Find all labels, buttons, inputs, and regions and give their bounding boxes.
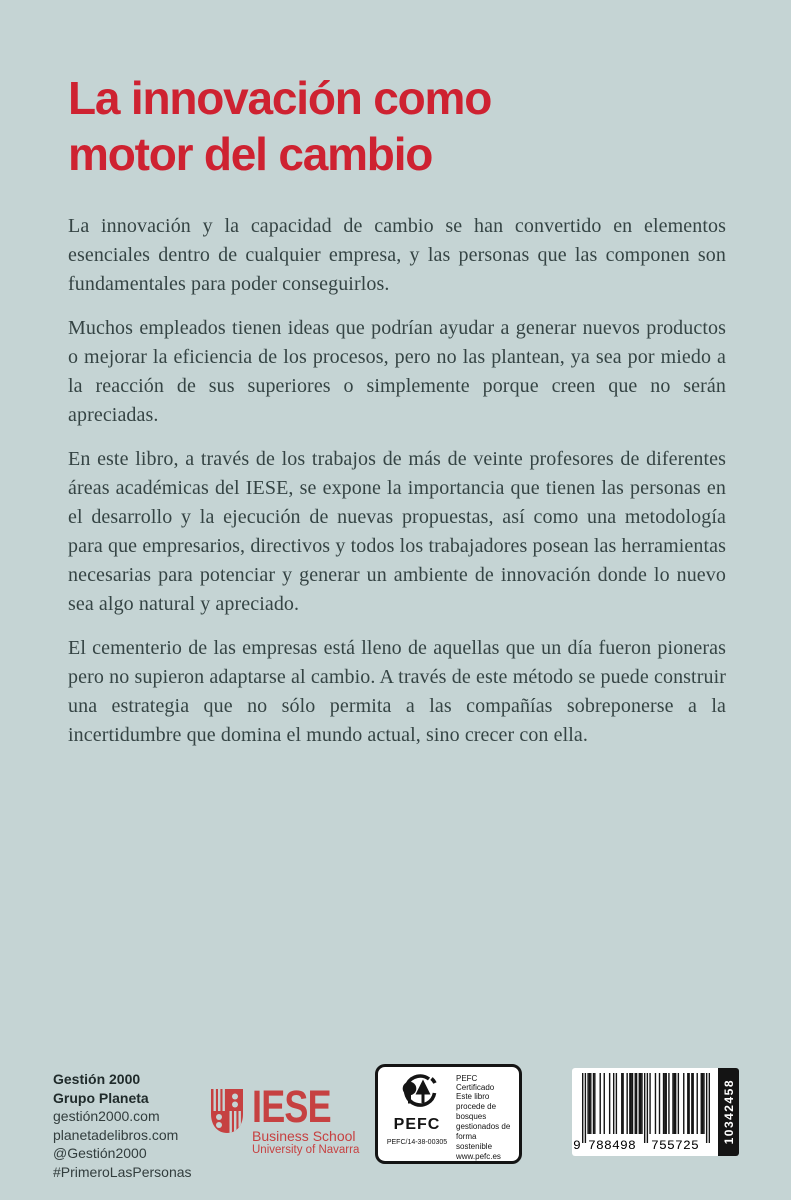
publisher-hashtag: #PrimeroLasPersonas (53, 1163, 192, 1180)
isbn-first-digit: 9 (573, 1138, 581, 1153)
iese-subtitle-2: University of Navarra (252, 1144, 360, 1156)
isbn-digits (572, 1138, 718, 1153)
pefc-cert-code: PEFC/14-38-00305 (386, 1139, 448, 1146)
pefc-right-column (448, 1074, 513, 1161)
product-code: 10342458 (721, 1079, 736, 1145)
isbn-group-2: 755725 (651, 1138, 700, 1153)
barcode-area (572, 1068, 718, 1156)
pefc-certification-label (375, 1064, 522, 1164)
iese-logo (209, 1081, 360, 1157)
iese-subtitle: Business School (252, 1128, 356, 1144)
cover-text-block (68, 70, 726, 765)
publisher-group: Grupo Planeta (53, 1089, 149, 1106)
pefc-url: www.pefc.es (456, 1152, 501, 1161)
page-title (68, 70, 726, 182)
publisher-name: Gestión 2000 (53, 1071, 141, 1087)
iese-logo-text (252, 1081, 360, 1157)
body-paragraph: En este libro, a través de los trabajos de más de veinte profesores de diferentes áreas académicas del IESE, se expone la importancia que tienen las personas en el desarrollo y la ejecución de nuevas propuestas, así como una metodología para que empresarios, directivos y todos los trabajadores posean las herramientas necesarias para potenciar y generar un ambiente de innovación donde lo nuevo sea algo natural y apreciado. (68, 448, 726, 615)
title-line-1: La innovación como (68, 72, 492, 124)
publisher-social-handle: @Gestión2000 (53, 1145, 147, 1161)
publisher-info (53, 1070, 192, 1181)
title-line-2: motor del cambio (68, 128, 433, 180)
publisher-website: gestión2000.com (53, 1108, 160, 1124)
pefc-left-column (386, 1074, 448, 1156)
product-code-strip (718, 1068, 739, 1156)
pefc-certified-label: PEFC Certificado (456, 1074, 495, 1092)
body-paragraph: La innovación y la capacidad de cambio se han convertido en elementos esenciales dentro de cualquier empresa, y las personas que las componen son fundamentales para poder conseguirlos. (68, 215, 726, 295)
ean13-barcode (582, 1073, 710, 1148)
isbn-group-1: 788498 (588, 1138, 637, 1153)
iese-wordmark: IESE (252, 1081, 331, 1132)
body-paragraph: Muchos empleados tienen ideas que podrían ayudar a generar nuevos productos o mejorar la eficiencia de los procesos, pero no las plantean, ya sea por miedo a la reacción de sus superiores o simplemente porque creen que no serán apreciadas. (68, 317, 726, 426)
pefc-brand-text: PEFC (393, 1116, 441, 1133)
iese-shield-icon (209, 1088, 245, 1157)
publisher-website: planetadelibros.com (53, 1126, 179, 1143)
pefc-logo-icon (394, 1074, 440, 1115)
body-paragraph: El cementerio de las empresas está lleno de aquellas que un día fueron pioneras pero no supieron adaptarse al cambio. A través de este método se puede construir una estrategia que no sólo permita a las compañías sobreponerse a la incertidumbre que domina el mundo actual, sino crecer con ella. (68, 637, 726, 746)
pefc-description: Este libro procede de bosques gestionados de forma sostenible (456, 1092, 511, 1151)
synopsis (68, 212, 726, 750)
barcode-label (572, 1068, 739, 1156)
